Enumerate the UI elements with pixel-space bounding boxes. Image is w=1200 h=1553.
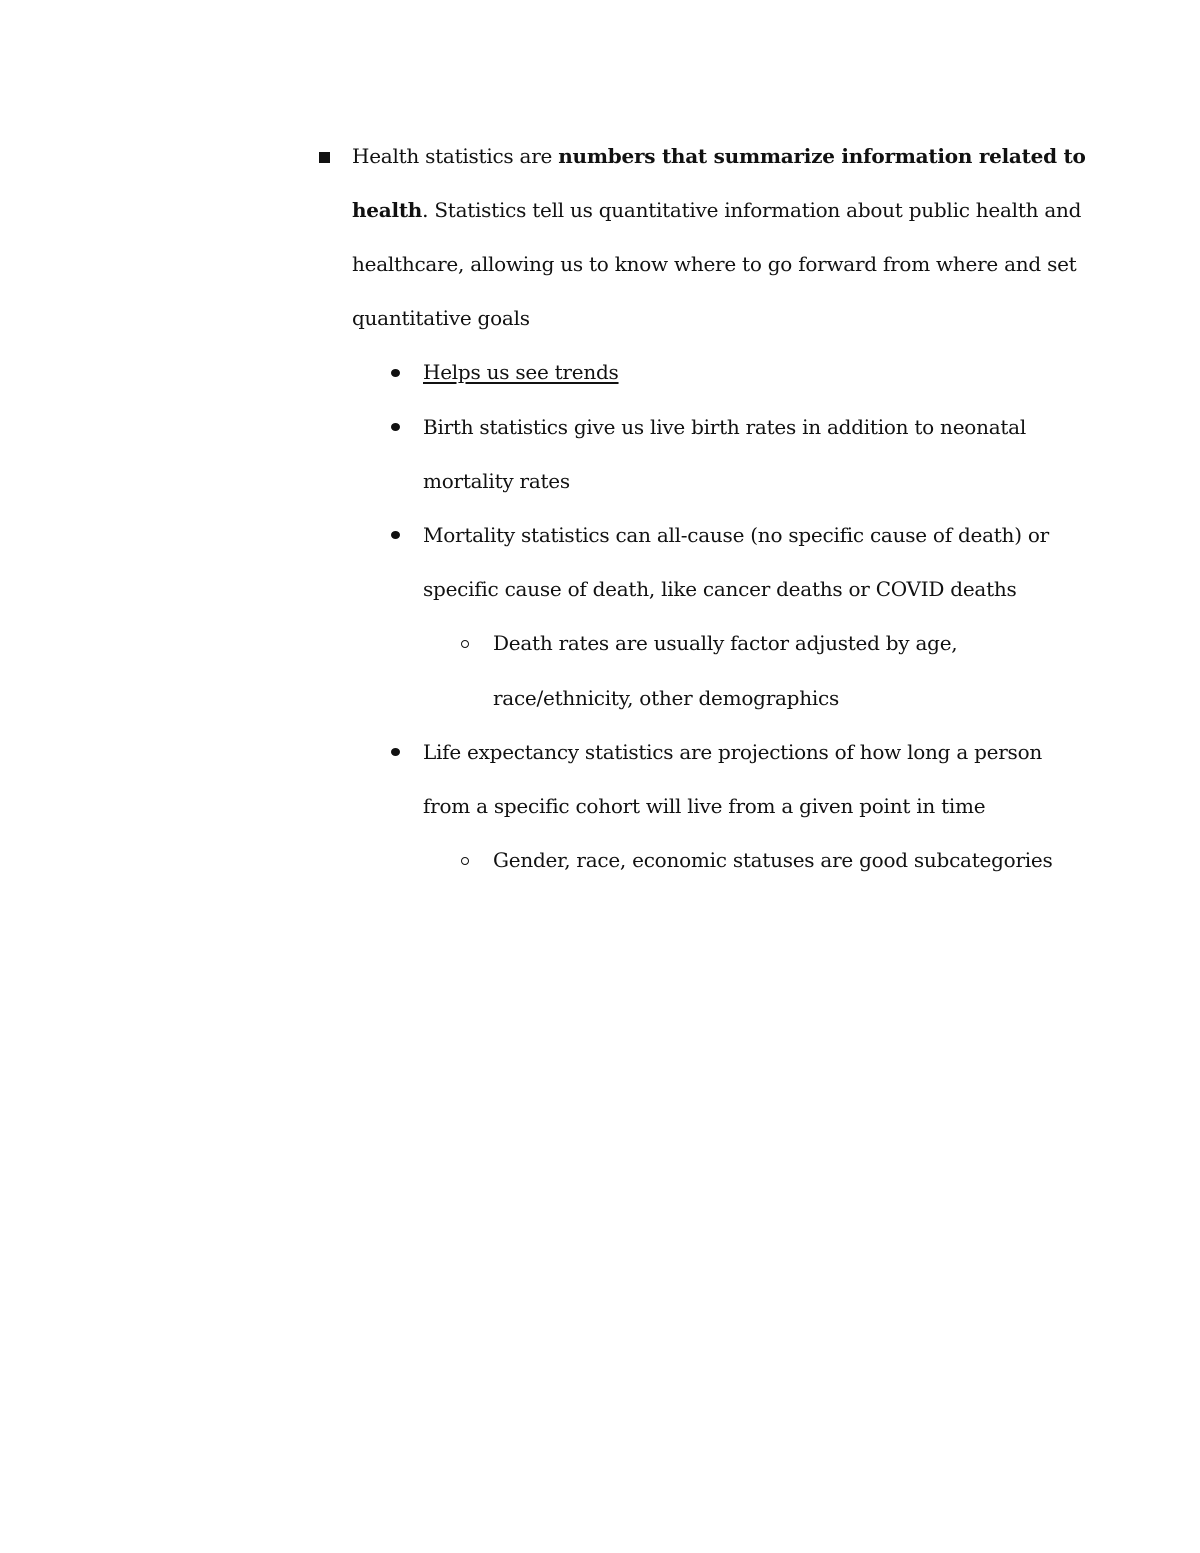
square-bullet-icon: [319, 152, 330, 163]
circle-bullet-icon: [461, 640, 469, 648]
sub-bullet-4-line-1: Life expectancy statistics are projections of how long a person: [423, 740, 1042, 764]
sub-bullet-2-line-2: mortality rates: [423, 469, 570, 493]
sub-bullet-4-line-2: from a specific cohort will live from a given point in time: [423, 794, 986, 818]
main-bullet-bold-2: health: [352, 198, 423, 222]
sub-sub-bullet-4-line-1: Gender, race, economic statuses are good subcategories: [493, 848, 1053, 872]
dot-bullet-icon: [391, 531, 400, 539]
dot-bullet-icon: [391, 748, 400, 756]
sub-bullet-3-line-2: specific cause of death, like cancer deaths or COVID deaths: [423, 577, 1017, 601]
dot-bullet-icon: [391, 369, 400, 377]
main-bullet-line-3: healthcare, allowing us to know where to go forward from where and set: [352, 252, 1077, 276]
main-bullet-bold-1: numbers that summarize information related to: [558, 144, 1086, 168]
sub-bullet-1-line-1: Helps us see trends: [423, 360, 619, 384]
sub-bullet-2-line-1: Birth statistics give us live birth rates in addition to neonatal: [423, 415, 1026, 439]
sub-bullet-3-line-1: Mortality statistics can all-cause (no specific cause of death) or: [423, 523, 1049, 547]
main-bullet-rest-2: . Statistics tell us quantitative information about public health and: [422, 198, 1082, 222]
circle-bullet-icon: [461, 857, 469, 865]
main-bullet-prefix: Health statistics are: [352, 144, 559, 168]
main-bullet-line-1: [352, 142, 1086, 170]
sub-sub-bullet-3-line-1: Death rates are usually factor adjusted by age,: [493, 631, 958, 655]
main-bullet-line-2: [352, 196, 1081, 224]
dot-bullet-icon: [391, 423, 400, 431]
sub-sub-bullet-3-line-2: race/ethnicity, other demographics: [493, 686, 839, 710]
main-bullet-line-4: quantitative goals: [352, 306, 530, 330]
